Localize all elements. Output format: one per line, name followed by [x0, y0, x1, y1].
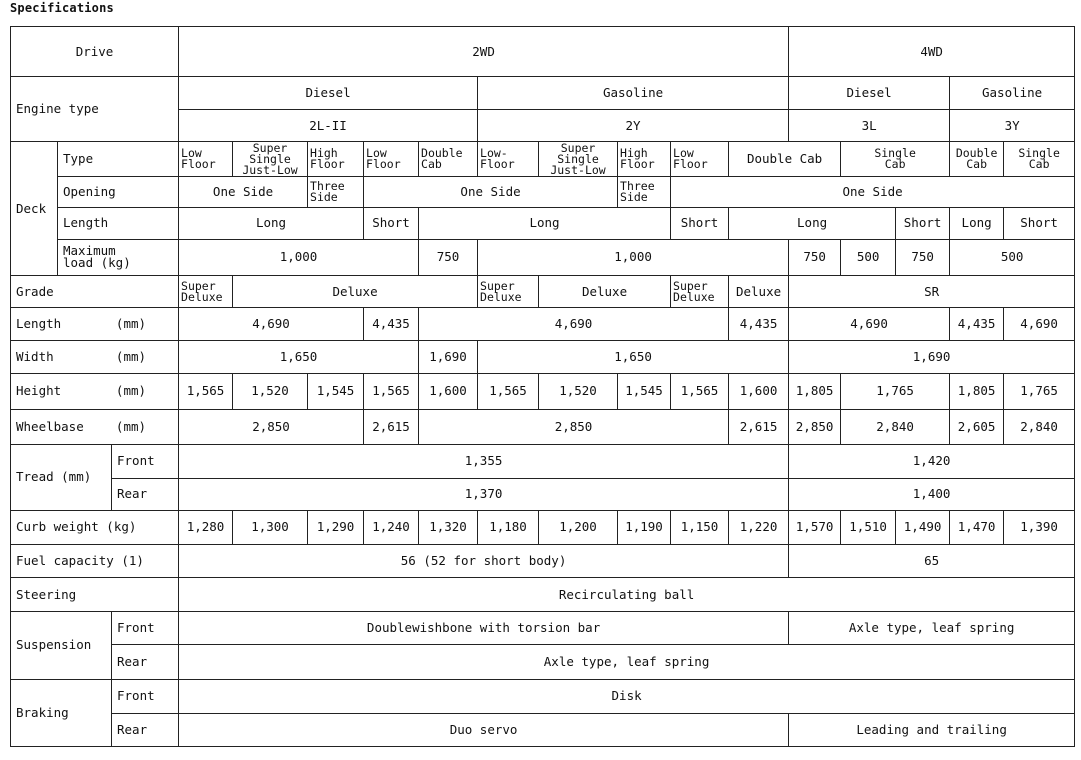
curb-weight-cell: 1,200 [539, 510, 618, 544]
height-cell: 1,600 [729, 374, 789, 409]
deck-length-cell: Short [896, 207, 950, 239]
tread-label: Tread (mm) [11, 444, 112, 510]
opening-cell: One Side [179, 176, 308, 207]
braking-rear-label: Rear [112, 713, 179, 746]
fuel-row [11, 77, 1075, 110]
deck-type-row [11, 142, 1075, 176]
length-row [11, 308, 1075, 341]
length-cell: 4,690 [789, 308, 950, 341]
tread-rear-2wd: 1,370 [179, 478, 789, 510]
grade-cell: Super Deluxe [671, 275, 729, 307]
drive-2wd: 2WD [179, 27, 789, 77]
grade-cell: Super Deluxe [179, 275, 233, 307]
type-cell: Single Cab [1004, 142, 1075, 176]
opening-label: Opening [58, 176, 179, 207]
width-row [11, 341, 1075, 374]
max-load-cell: 500 [950, 239, 1075, 275]
tread-rear-row [11, 478, 1075, 510]
fuel-capacity-label: Fuel capacity (1) [11, 545, 179, 578]
grade-cell: SR [789, 275, 1075, 307]
wheelbase-cell: 2,850 [179, 409, 364, 444]
deck-max-load-row [11, 239, 1075, 275]
wheelbase-cell: 2,840 [1004, 409, 1075, 444]
grade-label: Grade [11, 275, 179, 307]
curb-weight-row [11, 510, 1075, 544]
height-label: Height (mm) [11, 374, 179, 409]
height-cell: 1,545 [308, 374, 364, 409]
steering-row [11, 578, 1075, 612]
wheelbase-cell: 2,850 [789, 409, 841, 444]
max-load-label: Maximum load (kg) [58, 239, 179, 275]
curb-weight-cell: 1,220 [729, 510, 789, 544]
fuel-2wd-diesel: Diesel [179, 77, 478, 110]
steering-label: Steering [11, 578, 179, 612]
type-cell: Double Cab [419, 142, 478, 176]
tread-rear-label: Rear [112, 478, 179, 510]
wheelbase-label: Wheelbase (mm) [11, 409, 179, 444]
type-cell: Single Cab [841, 142, 950, 176]
wheelbase-cell: 2,850 [419, 409, 729, 444]
width-label: Width (mm) [11, 341, 179, 374]
deck-length-cell: Long [950, 207, 1004, 239]
suspension-rear-label: Rear [112, 645, 179, 679]
height-cell: 1,565 [179, 374, 233, 409]
wheelbase-cell: 2,615 [729, 409, 789, 444]
type-label: Type [58, 142, 179, 176]
height-cell: 1,520 [233, 374, 308, 409]
braking-rear-2wd: Duo servo [179, 713, 789, 746]
engine-type-label: Engine type [11, 77, 179, 142]
curb-weight-cell: 1,510 [841, 510, 896, 544]
type-cell: Double Cab [950, 142, 1004, 176]
max-load-cell: 750 [789, 239, 841, 275]
deck-length-label: Length [58, 207, 179, 239]
curb-weight-cell: 1,180 [478, 510, 539, 544]
wheelbase-cell: 2,605 [950, 409, 1004, 444]
opening-cell: Three Side [308, 176, 364, 207]
braking-front-value: Disk [179, 679, 1075, 713]
curb-weight-cell: 1,490 [896, 510, 950, 544]
fuel-4wd-gasoline: Gasoline [950, 77, 1075, 110]
width-cell: 1,650 [179, 341, 419, 374]
type-cell: Low Floor [671, 142, 729, 176]
engine-3y: 3Y [950, 110, 1075, 142]
max-load-cell: 500 [841, 239, 896, 275]
deck-length-cell: Long [179, 207, 364, 239]
deck-length-cell: Short [1004, 207, 1075, 239]
height-cell: 1,765 [1004, 374, 1075, 409]
braking-rear-4wd: Leading and trailing [789, 713, 1075, 746]
width-cell: 1,690 [419, 341, 478, 374]
braking-front-row [11, 679, 1075, 713]
curb-weight-label: Curb weight (kg) [11, 510, 179, 544]
curb-weight-cell: 1,470 [950, 510, 1004, 544]
height-cell: 1,565 [364, 374, 419, 409]
wheelbase-cell: 2,615 [364, 409, 419, 444]
wheelbase-row [11, 409, 1075, 444]
grade-cell: Super Deluxe [478, 275, 539, 307]
curb-weight-cell: 1,320 [419, 510, 478, 544]
deck-length-cell: Long [419, 207, 671, 239]
braking-rear-row [11, 713, 1075, 746]
length-cell: 4,435 [364, 308, 419, 341]
opening-cell: One Side [364, 176, 618, 207]
fuel-4wd-diesel: Diesel [789, 77, 950, 110]
width-cell: 1,650 [478, 341, 789, 374]
height-cell: 1,545 [618, 374, 671, 409]
height-row [11, 374, 1075, 409]
height-cell: 1,765 [841, 374, 950, 409]
suspension-front-row [11, 612, 1075, 645]
height-cell: 1,600 [419, 374, 478, 409]
suspension-label: Suspension [11, 612, 112, 679]
tread-rear-4wd: 1,400 [789, 478, 1075, 510]
length-label: Length (mm) [11, 308, 179, 341]
length-cell: 4,435 [729, 308, 789, 341]
length-cell: 4,690 [419, 308, 729, 341]
max-load-cell: 1,000 [179, 239, 419, 275]
type-cell: Low- Floor [478, 142, 539, 176]
type-cell: Low Floor [179, 142, 233, 176]
type-cell: High Floor [308, 142, 364, 176]
max-load-cell: 750 [419, 239, 478, 275]
fuel-2wd-gasoline: Gasoline [478, 77, 789, 110]
engine-2l-ii: 2L-II [179, 110, 478, 142]
height-cell: 1,520 [539, 374, 618, 409]
braking-label: Braking [11, 679, 112, 746]
suspension-front-2wd: Doublewishbone with torsion bar [179, 612, 789, 645]
deck-length-cell: Short [671, 207, 729, 239]
deck-opening-row [11, 176, 1075, 207]
tread-front-row [11, 444, 1075, 478]
deck-label: Deck [11, 142, 58, 276]
height-cell: 1,805 [789, 374, 841, 409]
fuel-capacity-2wd: 56 (52 for short body) [179, 545, 789, 578]
tread-front-2wd: 1,355 [179, 444, 789, 478]
braking-front-label: Front [112, 679, 179, 713]
fuel-capacity-row [11, 545, 1075, 578]
curb-weight-cell: 1,150 [671, 510, 729, 544]
suspension-rear-row [11, 645, 1075, 679]
engine-3l: 3L [789, 110, 950, 142]
height-cell: 1,565 [478, 374, 539, 409]
curb-weight-cell: 1,240 [364, 510, 419, 544]
deck-length-row [11, 207, 1075, 239]
grade-row [11, 275, 1075, 307]
deck-length-cell: Short [364, 207, 419, 239]
suspension-front-label: Front [112, 612, 179, 645]
height-cell: 1,805 [950, 374, 1004, 409]
suspension-rear-value: Axle type, leaf spring [179, 645, 1075, 679]
drive-4wd: 4WD [789, 27, 1075, 77]
opening-cell: Three Side [618, 176, 671, 207]
grade-cell: Deluxe [729, 275, 789, 307]
length-cell: 4,435 [950, 308, 1004, 341]
wheelbase-cell: 2,840 [841, 409, 950, 444]
tread-front-label: Front [112, 444, 179, 478]
curb-weight-cell: 1,190 [618, 510, 671, 544]
type-cell: High Floor [618, 142, 671, 176]
curb-weight-cell: 1,390 [1004, 510, 1075, 544]
curb-weight-cell: 1,570 [789, 510, 841, 544]
steering-value: Recirculating ball [179, 578, 1075, 612]
drive-row [11, 27, 1075, 77]
width-cell: 1,690 [789, 341, 1075, 374]
grade-cell: Deluxe [539, 275, 671, 307]
opening-cell: One Side [671, 176, 1075, 207]
curb-weight-cell: 1,280 [179, 510, 233, 544]
drive-label: Drive [11, 27, 179, 77]
suspension-front-4wd: Axle type, leaf spring [789, 612, 1075, 645]
length-cell: 4,690 [1004, 308, 1075, 341]
fuel-capacity-4wd: 65 [789, 545, 1075, 578]
height-cell: 1,565 [671, 374, 729, 409]
curb-weight-cell: 1,290 [308, 510, 364, 544]
max-load-cell: 750 [896, 239, 950, 275]
page-heading: Specifications [10, 1, 114, 15]
type-cell: Double Cab [729, 142, 841, 176]
type-cell: Low Floor [364, 142, 419, 176]
tread-front-4wd: 1,420 [789, 444, 1075, 478]
length-cell: 4,690 [179, 308, 364, 341]
curb-weight-cell: 1,300 [233, 510, 308, 544]
specifications-table [10, 26, 1075, 747]
deck-length-cell: Long [729, 207, 896, 239]
type-cell: Super Single Just-Low [233, 142, 308, 176]
max-load-cell: 1,000 [478, 239, 789, 275]
engine-2y: 2Y [478, 110, 789, 142]
type-cell: Super Single Just-Low [539, 142, 618, 176]
grade-cell: Deluxe [233, 275, 478, 307]
